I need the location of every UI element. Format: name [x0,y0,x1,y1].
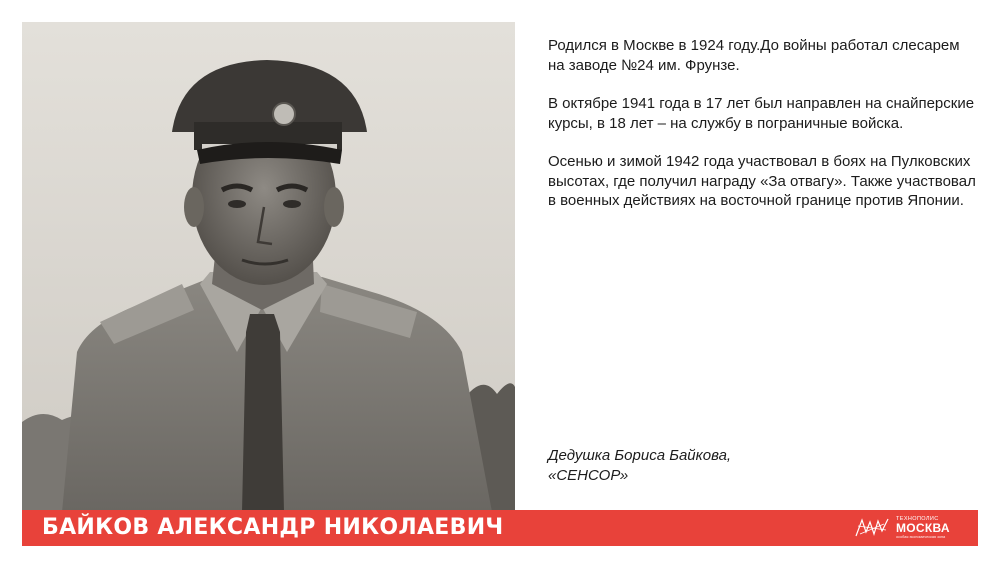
logo-main-text: МОСКВА [896,521,950,535]
caption-line: Дедушка Бориса Байкова, [548,447,732,464]
technopolis-logo [854,514,964,542]
logo-top-text: ТЕХНОПОЛИС [896,516,939,522]
person-name: БАЙКОВ АЛЕКСАНДР НИКОЛАЕВИЧ [42,515,504,540]
portrait-photo [22,22,515,512]
technopolis-logo-icon [854,516,890,540]
bio-paragraph: Родился в Москве в 1924 году.До войны работал слесарем на заводе №24 им. Фрунзе. [548,37,960,74]
name-banner [22,510,978,546]
bio-paragraph: Осенью и зимой 1942 года участвовал в боях на Пулковских высотах, где получил награду «За отвагу». Также участвовал в военных действиях на восточной границе против Японии. [548,153,976,209]
caption-line: «СЕНСОР» [548,467,629,484]
bio-paragraph: В октябре 1941 года в 17 лет был направлен на снайперские курсы, в 18 лет – на службу в пограничные войска. [548,95,975,132]
photo-caption [548,446,848,486]
portrait-illustration [22,22,515,512]
biography-text [548,36,978,230]
logo-sub-text: особая экономическая зона [896,535,946,539]
